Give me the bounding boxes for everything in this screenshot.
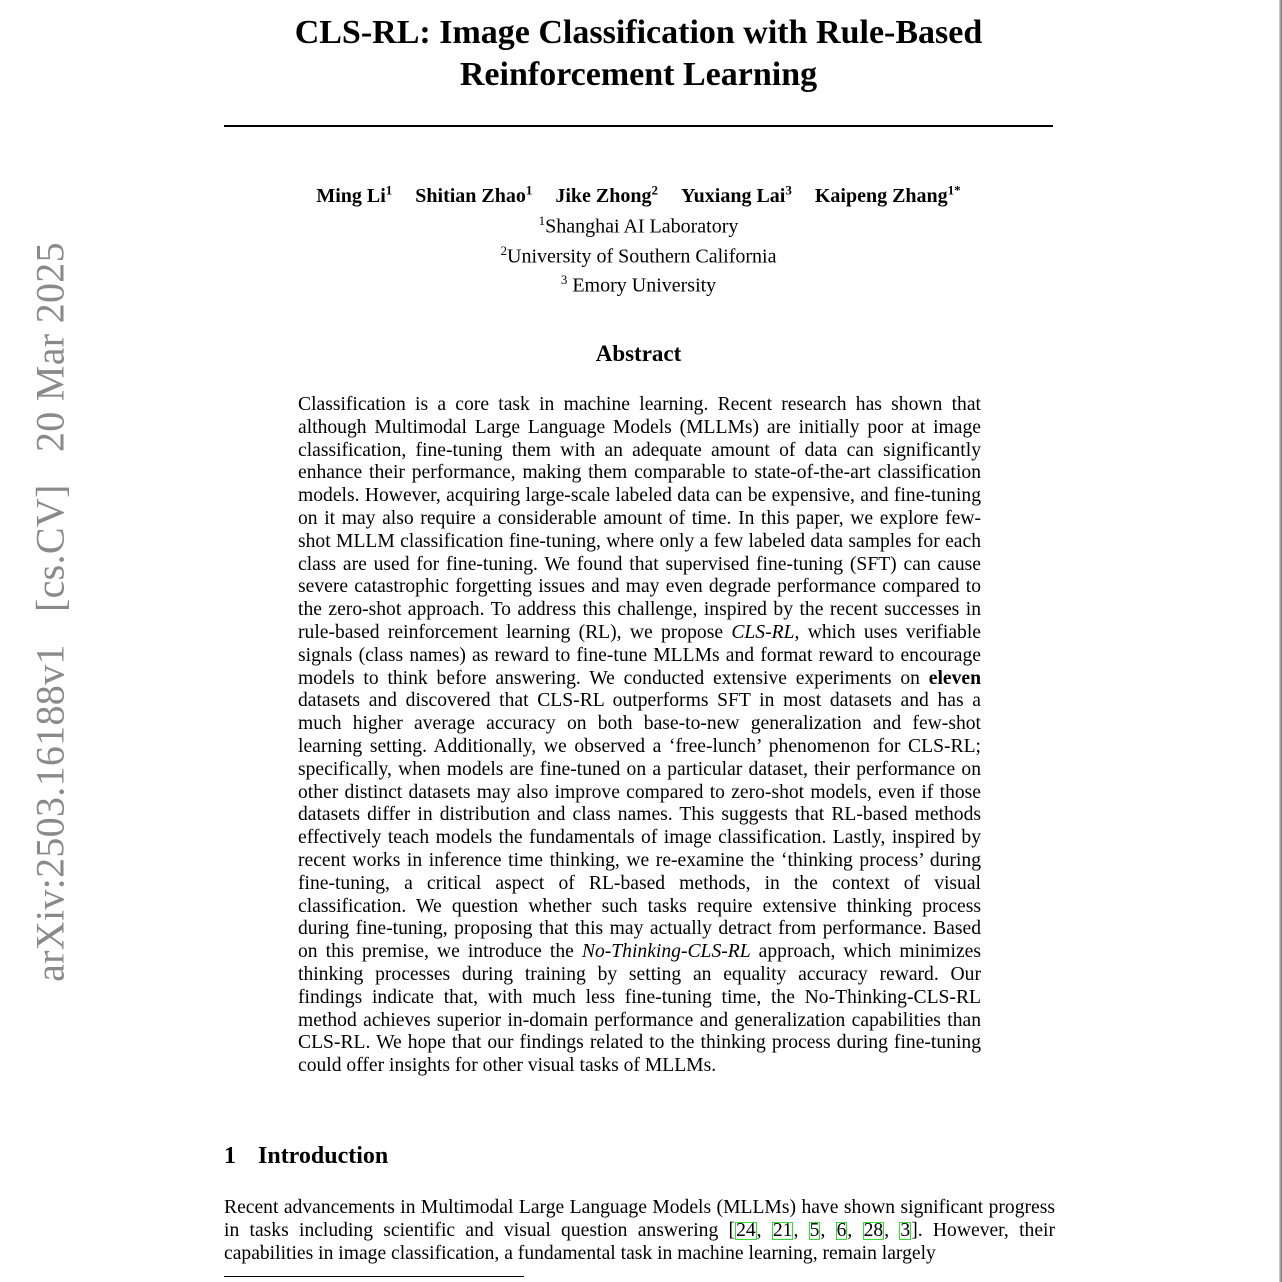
abstract-heading: Abstract (595, 341, 682, 366)
citation-link[interactable]: 5 (809, 1219, 820, 1241)
introduction-paragraph: Recent advancements in Multimodal Large Language Models (MLLMs) have shown significant progress in tasks including scientific and visual question answering [24, 21, 5, 6, 28, 3]. However, their capabilities in image classification, a fundamental task in machine learning, remain largely (224, 1197, 1056, 1264)
affiliation: $^1$Shanghai AI Laboratory (538, 213, 739, 238)
arxiv-category: [cs.CV] (27, 484, 73, 612)
method-name-variant: No-Thinking-CLS-RL (581, 941, 751, 963)
paper-title-line-1: CLS-RL: Image Classification with Rule-Based (294, 14, 983, 51)
footnote-rule (224, 1276, 524, 1277)
author: Jike Zhong$^2$ (555, 182, 659, 207)
section-number: 1 (224, 1143, 236, 1169)
affiliation: $^3$ Emory University (560, 272, 717, 297)
paper-title (224, 12, 1053, 96)
author: Kaipeng Zhang$^{1*}$ (814, 182, 961, 207)
title-rule (224, 125, 1053, 127)
author: Ming Li$^1$ (316, 182, 393, 207)
citation-link[interactable]: 6 (836, 1219, 847, 1241)
arxiv-id: arXiv:2503.16188v1 (27, 644, 73, 982)
affiliation-list (224, 209, 1053, 298)
citation-link[interactable]: 24 (736, 1219, 756, 1241)
abstract-body: Classification is a core task in machine learning. Recent research has shown that although Multimodal Large Language Models (MLLMs) are initially poor at image classification, fine-tuning them with an adequate amount of data can significantly enhance their performance, making them comparable to state-of-the-art classification models. However, acquiring large-scale labeled data can be expensive, and fine-tuning on it may also require a considerable amount of time. In this paper, we explore few-shot MLLM classification fine-tuning, where only a few labeled data samples for each class are used for fine-tuning. We found that supervised fine-tuning (SFT) can cause severe catastrophic forgetting issues and may even degrade performance compared to the zero-shot approach. To address this challenge, inspired by the recent successes in rule-based reinforcement learning (RL), we propose CLS-RL, which uses verifiable signals (class names) as reward to fine-tune MLLMs and format reward to encourage models to think before answering. We conducted extensive experiments on eleven datasets and discovered that CLS-RL outperforms SFT in most datasets and has a much higher average accuracy on both base-to-new generalization and few-shot learning setting. Additionally, we observed a ‘free-lunch’ phenomenon for CLS-RL; specifically, when models are fine-tuned on a particular dataset, their performance on other distinct datasets may also improve compared to zero-shot models, even if those datasets differ in distribution and class names. This suggests that RL-based methods effectively teach models the fundamentals of image classification. Lastly, inspired by recent works in inference time thinking, we re-examine the ‘thinking process’ during fine-tuning, a critical aspect of RL-based methods, in the context of visual classification. We question whether such tasks require extensive thinking process during fine-tuning, proposing that this may actually detract from performance. Based on this premise, we introduce the No-Thinking-CLS-RL approach, which minimizes thinking processes during training by setting an equality accuracy reward. Our findings indicate that, with much less fine-tuning time, the No-Thinking-CLS-RL method achieves superior in-domain performance and generalization capabilities than CLS-RL. We hope that our findings related to the thinking process during fine-tuning could offer insights for other visual tasks of MLLMs. (298, 394, 981, 1077)
citation-link[interactable]: 21 (772, 1219, 793, 1241)
affiliation: $^2$University of Southern California (500, 242, 777, 268)
author: Yuxiang Lai$^3$ (681, 182, 792, 207)
section-title: Introduction (258, 1143, 389, 1169)
author: Shitian Zhao$^1$ (415, 182, 533, 207)
arxiv-date: 20 Mar 2025 (27, 242, 73, 453)
citation-link[interactable]: 28 (863, 1219, 884, 1241)
method-name: CLS-RL (731, 621, 795, 643)
dataset-count: eleven (928, 667, 981, 689)
citation-link[interactable]: 3 (900, 1219, 911, 1241)
section-heading-introduction (224, 1143, 388, 1170)
paper-title-line-2: Reinforcement Learning (459, 56, 818, 93)
arxiv-identifier-stamp (27, 242, 74, 982)
author-list (224, 182, 1053, 208)
